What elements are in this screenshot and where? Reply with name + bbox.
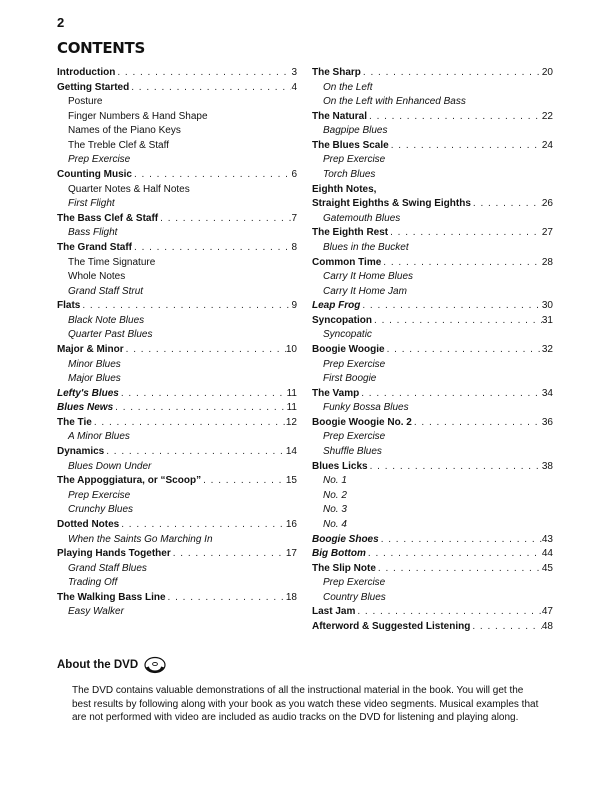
toc-entry-title: Boogie Shoes	[312, 533, 379, 545]
dot-leader	[412, 416, 542, 431]
toc-entry-last-jam	[312, 605, 553, 620]
toc-entry-title: A Minor Blues	[68, 431, 130, 443]
toc-entry-afterword-suggested-listening	[312, 620, 553, 635]
toc-page-number: 47	[541, 606, 553, 618]
toc-entry-title: Prep Exercise	[323, 358, 386, 370]
toc-page-number: 6	[291, 169, 297, 181]
toc-page-number: 44	[541, 548, 553, 560]
toc-entry-flats	[57, 299, 297, 314]
toc-entry-title: Blues News	[57, 402, 114, 414]
toc-page-number: 15	[285, 475, 297, 487]
toc-page-number: 11	[286, 402, 297, 414]
toc-subentry-bagpipe-blues	[312, 124, 553, 139]
toc-entry-title: Prep Exercise	[68, 154, 131, 166]
toc-page-number: 48	[541, 620, 553, 632]
toc-page-number: 26	[541, 198, 553, 210]
toc-subentry-prep-exercise	[57, 153, 297, 168]
toc-entry-title: Blues Licks	[312, 460, 368, 472]
toc-page-number: 9	[291, 300, 297, 312]
dvd-disc-icon	[141, 655, 169, 675]
toc-entry-title: Common Time	[312, 256, 382, 268]
toc-page-number: 34	[541, 387, 553, 399]
toc-page-number: 11	[286, 387, 297, 399]
toc-entry-title: Getting Started	[57, 81, 130, 93]
toc-entry-title: Boogie Woogie	[312, 343, 385, 355]
toc-entry-dotted-notes	[57, 518, 297, 533]
toc-entry-counting-music	[57, 168, 297, 183]
dot-leader	[366, 547, 542, 562]
toc-page-number: 24	[541, 139, 553, 151]
toc-entry-lefty-s-blues	[57, 387, 297, 402]
toc-subentry-carry-it-home-blues	[312, 270, 553, 285]
dot-leader	[359, 387, 542, 402]
dot-leader	[80, 299, 291, 314]
dot-leader	[385, 343, 542, 358]
toc-entry-title: Carry It Home Jam	[323, 285, 407, 297]
toc-entry-title: Flats	[57, 300, 81, 312]
toc-subentry-the-time-signature	[57, 256, 297, 271]
toc-entry-title: Prep Exercise	[68, 489, 131, 501]
toc-entry-title: Finger Numbers & Hand Shape	[68, 110, 208, 122]
dot-leader	[132, 241, 291, 256]
dot-leader	[113, 401, 286, 416]
toc-subentry-shuffle-blues	[312, 445, 553, 460]
toc-entry-title: On the Left with Enhanced Bass	[323, 96, 466, 108]
dot-leader	[129, 81, 291, 96]
toc-entry-title: Major Blues	[68, 373, 121, 385]
toc-entry-title: The Bass Clef & Staff	[57, 212, 159, 224]
toc-entry-title: Torch Blues	[323, 169, 376, 181]
toc-page-number: 12	[285, 416, 297, 428]
dot-leader	[376, 562, 542, 577]
toc-entry-title: Counting Music	[57, 169, 132, 181]
toc-page-number: 30	[541, 300, 553, 312]
toc-subentry-black-note-blues	[57, 314, 297, 329]
toc-entry-blues-licks	[312, 460, 553, 475]
toc-entry-title: Funky Bossa Blues	[323, 402, 409, 414]
dot-leader	[381, 256, 542, 271]
toc-subentry-quarter-past-blues	[57, 328, 297, 343]
toc-entry-title: Introduction	[57, 67, 116, 78]
toc-entry-the-appoggiatura-or-scoop	[57, 474, 297, 489]
dot-leader	[470, 620, 542, 635]
toc-subentry-grand-staff-strut	[57, 285, 297, 300]
toc-subentry-no-1	[312, 474, 553, 489]
toc-subentry-on-the-left-with-enhanced-bass	[312, 95, 553, 110]
toc-entry-title: Playing Hands Together	[57, 548, 171, 560]
toc-subentry-carry-it-home-jam	[312, 285, 553, 300]
toc-left-column	[57, 66, 297, 620]
toc-entry-syncopation	[312, 314, 553, 329]
toc-subentry-finger-numbers-hand-shape	[57, 110, 297, 125]
toc-entry-title: Blues Down Under	[68, 460, 152, 472]
toc-entry-title: Syncopatic	[323, 329, 372, 341]
dot-leader	[361, 66, 542, 81]
toc-entry-title: The Appoggiatura, or “Scoop”	[57, 475, 202, 487]
toc-entry-title: No. 3	[323, 504, 347, 516]
toc-entry-big-bottom	[312, 547, 553, 562]
toc-page-number: 20	[541, 67, 553, 78]
toc-entry-common-time	[312, 256, 553, 271]
toc-entry-the-sharp	[312, 66, 553, 81]
toc-entry-the-tie	[57, 416, 297, 431]
toc-page-number: 36	[541, 416, 553, 428]
toc-entry-title: Shuffle Blues	[323, 446, 382, 458]
toc-right-column	[312, 66, 553, 635]
toc-subentry-syncopatic	[312, 328, 553, 343]
toc-entry-title: The Tie	[57, 416, 92, 428]
dot-leader	[379, 533, 542, 548]
toc-entry-straight-eighths-swing-eighths	[312, 197, 553, 212]
toc-entry-title: Trading Off	[68, 577, 118, 589]
toc-entry-the-blues-scale	[312, 139, 553, 154]
toc-entry-title: Major & Minor	[57, 343, 124, 355]
toc-entry-title: Leap Frog	[312, 300, 361, 312]
toc-entry-title: Afterword & Suggested Listening	[312, 620, 471, 632]
page-number: 2	[57, 15, 65, 30]
toc-entry-title: Straight Eighths & Swing Eighths	[312, 198, 471, 210]
toc-page-number: 22	[541, 110, 553, 122]
toc-entry-getting-started	[57, 81, 297, 96]
toc-subentry-on-the-left	[312, 81, 553, 96]
toc-entry-title: The Eighth Rest	[312, 227, 389, 239]
dot-leader	[367, 110, 542, 125]
toc-subentry-blues-in-the-bucket	[312, 241, 553, 256]
toc-entry-title: Dotted Notes	[57, 518, 120, 530]
toc-entry-title: The Natural	[312, 110, 368, 122]
toc-page-number: 32	[541, 343, 553, 355]
toc-entry-title: The Vamp	[312, 387, 360, 399]
toc-entry-title: Last Jam	[312, 606, 356, 618]
toc-entry-title: Eighth Notes,	[312, 183, 377, 195]
toc-subentry-trading-off	[57, 576, 297, 591]
dot-leader	[132, 168, 291, 183]
toc-entry-title: Blues in the Bucket	[323, 241, 409, 253]
dot-leader	[119, 387, 287, 402]
toc-entry-title: Grand Staff Strut	[68, 285, 144, 297]
toc-subentry-crunchy-blues	[57, 503, 297, 518]
toc-subentry-gatemouth-blues	[312, 212, 553, 227]
toc-entry-boogie-woogie-no-2	[312, 416, 553, 431]
dot-leader	[92, 416, 286, 431]
toc-entry-eighth-notes	[312, 183, 553, 198]
toc-entry-title: Posture	[68, 96, 103, 108]
toc-page-number: 31	[541, 314, 553, 326]
toc-entry-title: The Grand Staff	[57, 241, 133, 253]
toc-subentry-no-3	[312, 503, 553, 518]
toc-entry-title: Grand Staff Blues	[68, 562, 147, 574]
toc-subentry-no-2	[312, 489, 553, 504]
dot-leader	[360, 299, 542, 314]
toc-entry-title: Bagpipe Blues	[323, 125, 388, 137]
dot-leader	[166, 591, 286, 606]
toc-subentry-a-minor-blues	[57, 430, 297, 445]
dot-leader	[389, 139, 542, 154]
toc-entry-the-vamp	[312, 387, 553, 402]
toc-page-number: 27	[541, 227, 553, 239]
toc-entry-the-eighth-rest	[312, 226, 553, 241]
toc-entry-title: Quarter Notes & Half Notes	[68, 183, 190, 195]
toc-subentry-blues-down-under	[57, 460, 297, 475]
contents-heading: CONTENTS	[57, 39, 145, 57]
toc-entry-blues-news	[57, 401, 297, 416]
toc-entry-title: First Flight	[68, 198, 115, 210]
toc-page-number: 43	[541, 533, 553, 545]
toc-page-number: 16	[285, 518, 297, 530]
toc-entry-the-walking-bass-line	[57, 591, 297, 606]
toc-entry-title: Boogie Woogie No. 2	[312, 416, 412, 428]
toc-entry-title: The Treble Clef & Staff	[68, 139, 169, 151]
toc-entry-title: The Slip Note	[312, 562, 376, 574]
toc-entry-leap-frog	[312, 299, 553, 314]
toc-subentry-prep-exercise	[312, 153, 553, 168]
toc-subentry-country-blues	[312, 591, 553, 606]
toc-subentry-first-boogie	[312, 372, 553, 387]
toc-entry-title: Easy Walker	[68, 606, 124, 618]
toc-page-number: 45	[541, 562, 553, 574]
toc-page-number: 3	[291, 67, 297, 78]
toc-entry-title: No. 2	[323, 489, 347, 501]
toc-subentry-prep-exercise	[312, 358, 553, 373]
dot-leader	[158, 212, 291, 227]
toc-subentry-no-4	[312, 518, 553, 533]
about-dvd-body: The DVD contains valuable demonstrations of all the instructional material in the book. You will get the best results by following along with your book as you watch these video segments. Musical examples that are not performed with video are included as audio tracks on the DVD for listening and playing along.	[72, 685, 539, 723]
toc-subentry-grand-staff-blues	[57, 562, 297, 577]
toc-entry-title: Gatemouth Blues	[323, 212, 401, 224]
dot-leader	[368, 460, 542, 475]
toc-entry-title: The Blues Scale	[312, 139, 389, 151]
toc-entry-the-natural	[312, 110, 553, 125]
toc-entry-title: The Sharp	[312, 67, 361, 78]
toc-entry-title: Prep Exercise	[323, 577, 386, 589]
toc-subentry-the-treble-clef-staff	[57, 139, 297, 154]
toc-entry-title: Bass Flight	[68, 227, 118, 239]
toc-entry-title: The Time Signature	[68, 256, 156, 268]
toc-subentry-major-blues	[57, 372, 297, 387]
toc-entry-playing-hands-together	[57, 547, 297, 562]
toc-subentry-first-flight	[57, 197, 297, 212]
toc-entry-title: On the Left	[323, 81, 373, 93]
about-dvd-section	[57, 654, 557, 725]
toc-subentry-prep-exercise	[57, 489, 297, 504]
dot-leader	[372, 314, 542, 329]
toc-subentry-minor-blues	[57, 358, 297, 373]
toc-page-number: 7	[291, 212, 297, 224]
toc-entry-title: Dynamics	[57, 446, 105, 458]
dot-leader	[355, 605, 542, 620]
toc-entry-title: No. 4	[323, 518, 347, 530]
toc-entry-title: Country Blues	[323, 591, 386, 603]
toc-subentry-whole-notes	[57, 270, 297, 285]
dot-leader	[124, 343, 286, 358]
toc-subentry-posture	[57, 95, 297, 110]
toc-subentry-prep-exercise	[312, 576, 553, 591]
about-dvd-title: About the DVD	[57, 659, 139, 671]
dot-leader	[471, 197, 542, 212]
toc-subentry-when-the-saints-go-marching-in	[57, 533, 297, 548]
toc-entry-title: Minor Blues	[68, 358, 121, 370]
toc-entry-boogie-shoes	[312, 533, 553, 548]
toc-entry-boogie-woogie	[312, 343, 553, 358]
dot-leader	[115, 66, 291, 81]
toc-entry-title: Names of the Piano Keys	[68, 125, 181, 137]
toc-entry-title: No. 1	[323, 475, 347, 487]
toc-subentry-names-of-the-piano-keys	[57, 124, 297, 139]
dot-leader	[104, 445, 286, 460]
toc-entry-dynamics	[57, 445, 297, 460]
toc-entry-title: Whole Notes	[68, 271, 126, 283]
about-dvd-heading	[57, 654, 557, 676]
toc-entry-major-minor	[57, 343, 297, 358]
toc-page-number: 17	[285, 548, 297, 560]
toc-page-number: 4	[291, 81, 297, 93]
toc-page-number: 14	[285, 446, 297, 458]
toc-subentry-prep-exercise	[312, 430, 553, 445]
toc-subentry-torch-blues	[312, 168, 553, 183]
toc-entry-title: The Walking Bass Line	[57, 591, 166, 603]
toc-entry-title: When the Saints Go Marching In	[68, 533, 213, 545]
toc-entry-the-bass-clef-staff	[57, 212, 297, 227]
dot-leader	[201, 474, 286, 489]
toc-subentry-quarter-notes-half-notes	[57, 183, 297, 198]
toc-entry-introduction	[57, 66, 297, 81]
toc-entry-title: Black Note Blues	[68, 314, 145, 326]
dot-leader	[171, 547, 286, 562]
toc-page-number: 28	[541, 256, 553, 268]
toc-subentry-bass-flight	[57, 226, 297, 241]
dot-leader	[388, 226, 542, 241]
toc-entry-the-slip-note	[312, 562, 553, 577]
toc-page-number: 38	[541, 460, 553, 472]
toc-entry-title: Carry It Home Blues	[323, 271, 414, 283]
toc-entry-the-grand-staff	[57, 241, 297, 256]
toc-entry-title: Syncopation	[312, 314, 373, 326]
toc-page-number: 18	[285, 591, 297, 603]
toc-subentry-funky-bossa-blues	[312, 401, 553, 416]
toc-entry-title: Quarter Past Blues	[68, 329, 153, 341]
toc-entry-title: Prep Exercise	[323, 154, 386, 166]
toc-entry-title: Big Bottom	[312, 548, 366, 560]
toc-subentry-easy-walker	[57, 605, 297, 620]
toc-page-number: 8	[291, 241, 297, 253]
dot-leader	[119, 518, 286, 533]
toc-page-number: 10	[285, 343, 297, 355]
toc-entry-title: First Boogie	[323, 373, 377, 385]
toc-entry-title: Prep Exercise	[323, 431, 386, 443]
toc-entry-title: Lefty's Blues	[57, 387, 119, 399]
toc-entry-title: Crunchy Blues	[68, 504, 134, 516]
